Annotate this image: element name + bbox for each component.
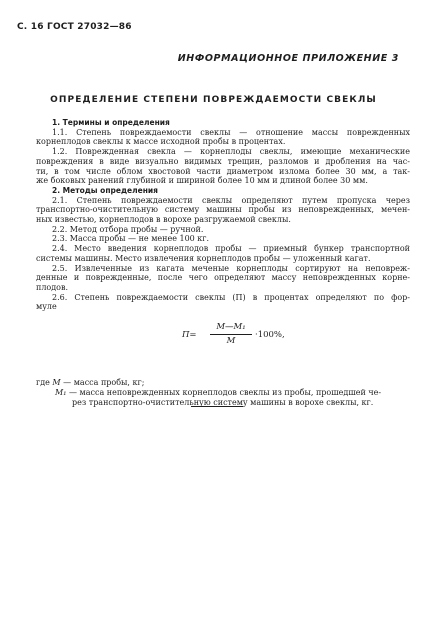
text-line: ных известью, корнеплодов в ворохе разгружаемой свеклы. (36, 215, 291, 225)
text-line: 2.4. Место введения корнеплодов пробы — приемный бункер транспортной (52, 244, 410, 254)
section-title: ОПРЕДЕЛЕНИЕ СТЕПЕНИ ПОВРЕЖДАЕМОСТИ СВЕКЛЫ (50, 95, 377, 105)
definition-row (36, 388, 410, 398)
subsection-heading: 2. Методы определения (52, 185, 158, 195)
text-line: же боковых ранений глубиной и шириной более 10 мм и длиной более 30 мм. (36, 176, 368, 186)
definition-text-cont: рез транспортно-очистительную систему машины в ворохе свеклы, кг. (72, 398, 374, 407)
text-line: корнеплодов свеклы к массе исходной пробы в процентах. (36, 137, 286, 147)
formula-lhs: П= (182, 330, 197, 340)
formula (182, 322, 332, 348)
definition-row (36, 378, 410, 388)
definitions (36, 378, 410, 408)
definition-text: — масса неповрежденных корнеплодов свеклы из пробы, прошедшей че- (68, 388, 382, 397)
formula-numerator: М—М₁ (216, 322, 246, 332)
fraction-bar (210, 334, 252, 335)
text-line: муле (36, 302, 57, 312)
text-line: 2.2. Метод отбора пробы — ручной. (52, 224, 204, 234)
text-line: повреждения в виде визуально видимых трещин, разломов и дробления на час- (36, 156, 410, 166)
text-line: системы машины. Место извлечения корнеплодов пробы — уложенный кагат. (36, 253, 371, 263)
body-text (36, 118, 410, 312)
end-rule (191, 406, 243, 407)
text-line: 2.6. Степень повреждаемости свеклы (П) в процентах определяют по фор- (52, 292, 410, 302)
text-line: 2.5. Извлеченные из кагата меченые корнеплоды сортируют на неповреж- (52, 263, 410, 273)
text-line: плодов. (36, 282, 69, 292)
text-line: ти, в том числе облом хвостовой части диаметром излома более 30 мм, а так- (36, 166, 410, 176)
appendix-label: ИНФОРМАЦИОННОЕ ПРИЛОЖЕНИЕ 3 (177, 53, 399, 64)
text-line: денные и поврежденные, после чего определяют массу неповрежденных корне- (36, 273, 410, 283)
text-line: транспортно-очистительную систему машины пробы из неповрежденных, мечен- (36, 205, 410, 215)
formula-rhs: ·100%, (255, 330, 285, 340)
text-line: 2.1. Степень повреждаемости свеклы определяют путем пропуска через (52, 195, 410, 205)
formula-denominator: М (226, 336, 236, 346)
definition-term: М (52, 378, 61, 387)
text-line: 1.2. Поврежденная свекла — корнеплоды свеклы, имеющие механические (52, 147, 410, 157)
text-line: 1.1. Степень повреждаемости свеклы — отношение массы поврежденных (52, 127, 410, 137)
definition-term: М₁ (55, 388, 67, 397)
definition-lead: где (36, 378, 50, 387)
page-header: С. 16 ГОСТ 27032—86 (17, 22, 132, 32)
formula-fraction (210, 322, 252, 347)
subsection-heading: 1. Термины и определения (52, 118, 170, 127)
definition-text: — масса пробы, кг; (63, 378, 145, 387)
text-line: 2.3. Масса пробы — не менее 100 кг. (52, 234, 210, 244)
